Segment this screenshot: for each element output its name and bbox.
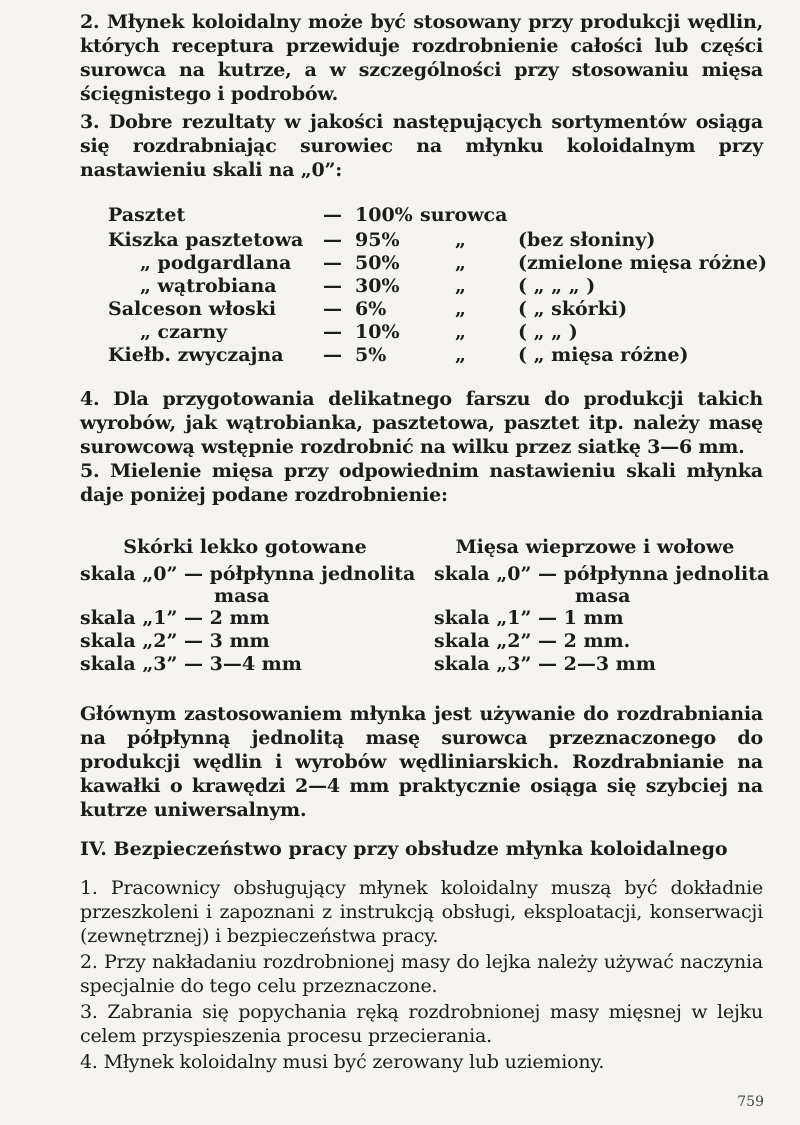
assortment-row-unit: „ — [455, 344, 466, 366]
summary-paragraph: Głównym zastosowaniem młynka jest używanie do rozdrabniania na półpłynną jednolitą masę surowca przeznaczonego do produkcji wędlin i wyrobów wędliniarskich. Rozdrabnianie na kawałki o krawędzi 2—4 mm praktycznie osiąga się szybciej na kutrze uniwersalnym. — [80, 703, 763, 821]
assortment-row-name: Kiełb. zwyczajna — [108, 344, 284, 366]
grinding-right-row: skala „0” — półpłynna jednolita — [434, 563, 770, 585]
assortment-row-unit: „ — [455, 252, 466, 274]
safety-item: 1. Pracownicy obsługujący młynek koloidalny muszą być dokładnie przeszkoleni i zapoznani z instrukcją obsługi, eksploatacji, konserwacji (zewnętrznej) i bezpieczeństwa pracy. — [80, 877, 763, 947]
assortment-row-note: ( „ „ ) — [518, 321, 578, 343]
grinding-left-row: skala „3” — 3—4 mm — [80, 653, 302, 675]
grinding-left-row: masa — [214, 585, 270, 607]
page-number: 759 — [737, 1094, 764, 1110]
assortment-row-name: „ podgardlana — [140, 252, 292, 274]
assortment-row-name: „ wątrobiana — [140, 275, 277, 297]
grinding-left-row: skala „2” — 3 mm — [80, 630, 270, 652]
grinding-right-header: Mięsa wieprzowe i wołowe — [455, 536, 735, 558]
assortment-row-dash: — — [323, 344, 342, 366]
grinding-right-row: masa — [575, 585, 631, 607]
grinding-left-header: Skórki lekko gotowane — [123, 536, 367, 558]
assortment-row-note: ( „ „ „ ) — [518, 275, 596, 297]
assortment-row-name: Salceson włoski — [108, 298, 277, 320]
assortment-row-dash: — — [323, 275, 342, 297]
assortment-row-unit: „ — [455, 298, 466, 320]
assortment-row-note: ( „ mięsa różne) — [518, 344, 689, 366]
assortment-row-note: ( „ skórki) — [518, 298, 628, 320]
paragraph-4: 4. Dla przygotowania delikatnego farszu do produkcji takich wyrobów, jak wątrobianka, pasztetowa, pasztet itp. należy masę surowcową wstępnie rozdrobnić na wilku przez siatkę 3—6 mm. — [80, 388, 763, 458]
assortment-row-pct: 6% — [355, 298, 387, 320]
assortment-row-dash: — — [323, 321, 342, 343]
assortment-row-note: (bez słoniny) — [518, 229, 656, 251]
assortment-row-pct: 30% — [355, 275, 400, 297]
assortment-row-unit: surowca — [420, 204, 508, 226]
assortment-row-dash: — — [323, 229, 342, 251]
assortment-row-dash: — — [323, 252, 342, 274]
safety-item: 4. Młynek koloidalny musi być zerowany lub uziemiony. — [80, 1051, 605, 1073]
assortment-row-pct: 10% — [355, 321, 400, 343]
assortment-row-unit: „ — [455, 275, 466, 297]
assortment-row-dash: — — [323, 204, 342, 226]
assortment-row-name: Pasztet — [108, 204, 186, 226]
grinding-right-row: skala „3” — 2—3 mm — [434, 653, 656, 675]
grinding-left-row: skala „1” — 2 mm — [80, 607, 270, 629]
assortment-row-pct: 95% — [355, 229, 400, 251]
safety-item: 2. Przy nakładaniu rozdrobnionej masy do lejka należy używać naczynia specjalnie do tego celu przeznaczone. — [80, 951, 763, 997]
assortment-row-note: (zmielone mięsa różne) — [518, 252, 767, 274]
assortment-row-pct: 50% — [355, 252, 400, 274]
assortment-row-pct: 5% — [355, 344, 387, 366]
assortment-row-name: Kiszka pasztetowa — [108, 229, 304, 251]
paragraph-5: 5. Mielenie mięsa przy odpowiednim nastawieniu skali młynka daje poniżej podane rozdrobnienie: — [80, 460, 763, 506]
section-heading: IV. Bezpieczeństwo pracy przy obsłudze młynka koloidalnego — [80, 838, 728, 860]
safety-item: 3. Zabrania się popychania ręką rozdrobnionej masy mięsnej w lejku celem przyspieszenia procesu przecierania. — [80, 1001, 763, 1047]
assortment-row-unit: „ — [455, 321, 466, 343]
assortment-row-pct: 100% — [355, 204, 413, 226]
grinding-left-row: skala „0” — półpłynna jednolita — [80, 563, 416, 585]
paragraph-2: 2. Młynek koloidalny może być stosowany przy produkcji wędlin, których receptura przewiduje rozdrobnienie całości lub części surowca na kutrze, a w szczególności przy stosowaniu mięsa ścięgnistego i podrobów. — [80, 11, 763, 105]
assortment-row-unit: „ — [455, 229, 466, 251]
assortment-row-dash: — — [323, 298, 342, 320]
assortment-row-name: „ czarny — [140, 321, 228, 343]
grinding-right-row: skala „1” — 1 mm — [434, 607, 624, 629]
paragraph-3: 3. Dobre rezultaty w jakości następujących sortymentów osiąga się rozdrabniając surowiec na młynku koloidalnym przy nastawieniu skali na „0”: — [80, 111, 763, 181]
grinding-right-row: skala „2” — 2 mm. — [434, 630, 631, 652]
